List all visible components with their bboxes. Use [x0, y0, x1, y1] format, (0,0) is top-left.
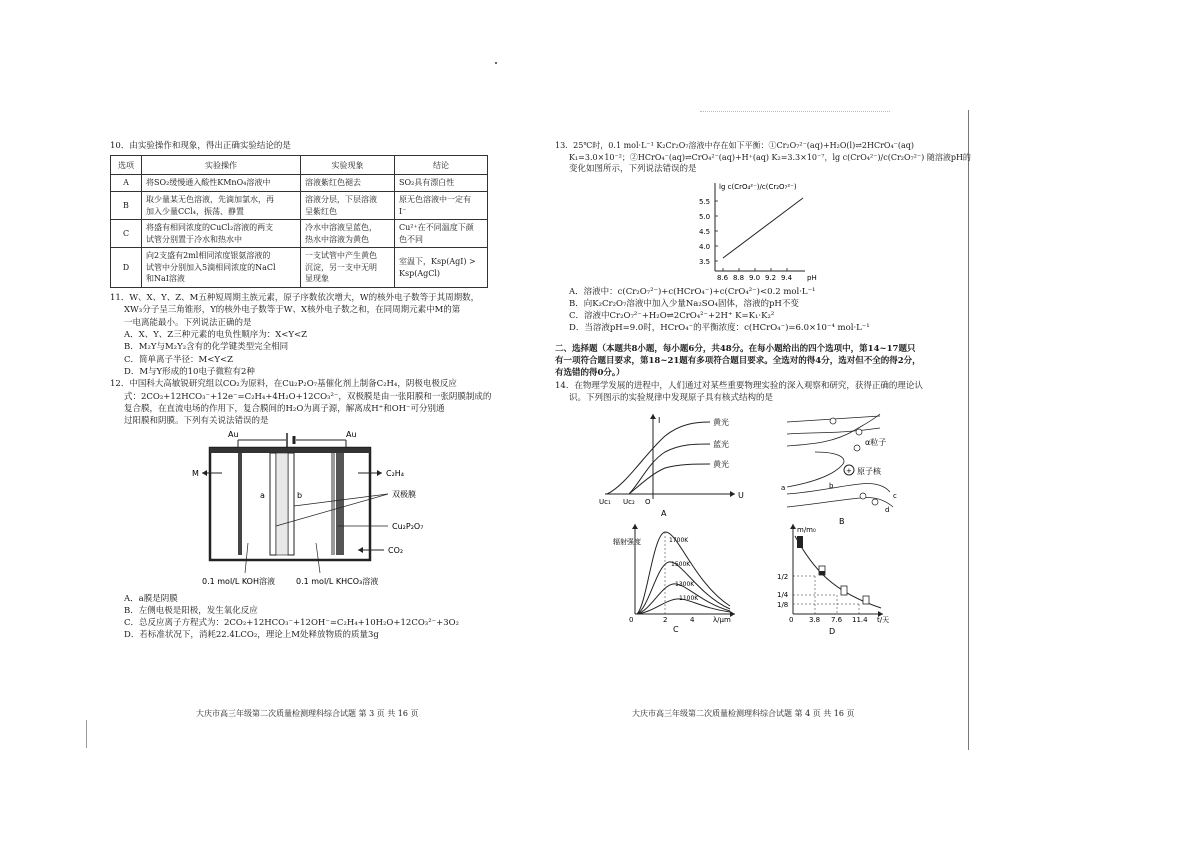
q13-line: 13．25℃时，0.1 mol·L⁻¹ K₂Cr₂O₇溶液中存在如下平衡：①Cr₂O₇²⁻(aq)+H₂O(l)⇌2HCrO₄⁻(aq): [555, 141, 915, 150]
section-line: 有选错的得0分。）: [555, 368, 625, 379]
label-time: t/天: [877, 616, 890, 625]
left-page: [110, 140, 530, 642]
arrow-head: [730, 491, 735, 497]
q14-line: 14．在物理学发展的进程中，人们通过对某些重要物理实验的深入观察和研究，获得正确的理论认: [555, 380, 923, 391]
row-b-operation: [142, 191, 301, 219]
q12-option-a: A．a膜是阴膜: [124, 593, 178, 604]
membrane-b: [288, 453, 294, 555]
label-c: c: [893, 492, 897, 501]
x-tick-label: 9.4: [781, 273, 793, 282]
dotted-line: [700, 111, 890, 112]
row-c-phenomenon: [301, 220, 395, 248]
section-2-heading: [555, 343, 955, 380]
figure-a-label: A: [661, 509, 667, 519]
y-tick-label: 5.5: [699, 197, 711, 206]
alpha-track: [787, 484, 890, 495]
tick-2: 2: [663, 616, 668, 625]
cell-line: 向2支盛有2ml相同浓度银氨溶液的: [146, 251, 271, 261]
electrolysis-diagram: [110, 428, 530, 593]
y-axis-label: lg c(CrO₄²⁻)/c(Cr₂O₇²⁻): [719, 182, 797, 191]
alpha-particle-icon: [830, 418, 836, 424]
q12-line: 过阳膜和阴膜。下列有关说法错误的是: [124, 416, 269, 427]
cell-line: 和NaI溶液: [146, 274, 185, 284]
q12-line: 复合膜，在直流电场的作用下，复合膜间的H₂O为离子源，解离成H⁺和OH⁻可分别通: [124, 403, 445, 414]
q12-option-c: C．总反应离子方程式为：2CO₂+12HCO₃⁻+12OH⁻=C₂H₄+10H₂O+12CO₃²⁻+3O₂: [124, 618, 460, 629]
row-c-option: C: [111, 220, 142, 248]
cell-line: 将盛有相同浓度的CuCl₂溶液的两支: [146, 223, 274, 233]
label-1100k: 1100K: [679, 595, 699, 603]
label-1300k: 1300K: [675, 581, 695, 589]
experiment-table: [110, 155, 488, 288]
section-line: 二、选择题（本题共8小题，每小题6分，共48分。在每小题给出的四个选项中，第14~17题只: [555, 343, 916, 354]
label-uc2: Uc₂: [623, 498, 635, 507]
cell-line: Ksp(AgCl): [399, 268, 441, 278]
x-tick-label: 8.8: [733, 273, 745, 282]
cell-line: SO₂具有漂白性: [399, 178, 455, 188]
table-row-a: [111, 175, 488, 192]
arrow-head: [358, 547, 363, 553]
q11-option-b: B．M₂Y与M₂Y₂含有的化学键类型完全相同: [124, 342, 289, 353]
cell-line: 溶液紫红色褪去: [305, 178, 361, 188]
cell-line: 原无色溶液中一定有: [399, 194, 471, 204]
label-uc1: Uc₁: [599, 498, 611, 507]
row-a-conclusion: [395, 175, 488, 192]
arrow-head: [202, 470, 207, 476]
q13-line: 变化如图所示，下列说法错误的是: [569, 164, 697, 175]
q11-option-c: C．简单离子半径：M<Y<Z: [124, 354, 233, 365]
label-1700k: 1700K: [669, 537, 689, 545]
cell-line: 取少量某无色溶液，先滴加氯水，再: [146, 194, 274, 204]
cell-line: 冷水中溶液呈蓝色，: [305, 223, 377, 233]
cell-line: 一支试管中产生黄色: [305, 251, 377, 261]
label-koh-solution: 0.1 mol/L KOH溶液: [202, 576, 275, 586]
membrane-a: [270, 453, 276, 555]
label-eighth: 1/8: [777, 601, 789, 610]
catalyst-layer: [331, 453, 335, 555]
right-page: [555, 140, 971, 635]
x-tick-label: 9.2: [765, 273, 777, 282]
x-axis-label: pH: [807, 273, 817, 282]
row-b-conclusion: [395, 191, 488, 219]
q13-option-d: D．当溶液pH=9.0时，HCrO₄⁻的平衡浓度：c(HCrO₄⁻)=6.0×10⁻⁴ mol·L⁻¹: [569, 323, 870, 334]
y-tick-label: 4.0: [699, 242, 711, 251]
label-yellow-2: 黄光: [713, 460, 729, 470]
label-m: M: [192, 468, 199, 478]
row-c-conclusion: [395, 220, 488, 248]
label-mass-ratio: m/m₀: [797, 526, 816, 535]
tick-3-8: 3.8: [809, 616, 821, 625]
arrow-head: [790, 524, 796, 529]
label-b: b: [297, 490, 303, 500]
scan-mark: [86, 720, 87, 748]
table-row-b: [111, 191, 488, 219]
leader-line: [316, 543, 320, 573]
label-wavelength: λ/μm: [713, 616, 731, 625]
label-c2h4: C₂H₄: [386, 468, 405, 478]
leader-line: [245, 543, 248, 573]
label-a: a: [781, 484, 786, 493]
label-khco3-solution: 0.1 mol/L KHCO₃溶液: [296, 576, 379, 586]
alpha-particle-icon: [872, 499, 878, 505]
question-14: [555, 380, 955, 405]
cell-line: 将SO₂缓慢通入酸性KMnO₄溶液中: [146, 178, 271, 188]
figure-b: [781, 414, 897, 526]
row-a-operation: [142, 175, 301, 192]
label-bipolar-membrane: 双极膜: [392, 489, 416, 499]
q12-line: 12．中国科大高敏锐研究组以CO₂为原料，在Cu₂P₂O₇基催化剂上制备C₂H₄，阴极电极反应: [110, 379, 457, 390]
row-d-phenomenon: [301, 248, 395, 288]
alpha-particle-icon: [860, 493, 866, 499]
q11-line: XW₃分子呈三角锥形，Y的核外电子数等于W、X核外电子数之和，在同周期元素中M的第: [124, 305, 461, 316]
label-d: d: [885, 506, 890, 515]
footer-left: 大庆市高三年级第二次质量检测理科综合试题 第 3 页 共 16 页: [196, 709, 419, 718]
label-origin: 0: [789, 616, 794, 625]
q11-line: 一电离能最小。下列说法正确的是: [124, 317, 252, 328]
q11-line: 11．W、X、Y、Z、M五种短周期主族元素，原子序数依次增大，W的核外电子数等于其周期数，: [110, 293, 480, 304]
label-a: a: [260, 490, 265, 500]
header-phenomenon: 实验现象: [301, 156, 395, 175]
tick-7-6: 7.6: [831, 616, 843, 625]
q14-figures: [555, 404, 955, 634]
q13-option-a: A．溶液中：c(Cr₂O₇²⁻)+c(HCrO₄⁻)+c(CrO₄²⁻)<0.2 mol·L⁻¹: [569, 286, 816, 297]
cell-line: 溶液分层，下层溶液: [305, 194, 377, 204]
left-electrode: [238, 453, 242, 555]
figure-d: [777, 524, 889, 634]
figure-d-label: D: [829, 627, 836, 635]
cell-lid: [210, 448, 370, 453]
row-d-operation: [142, 248, 301, 288]
label-blue: 蓝光: [713, 440, 729, 450]
cell-line: 加入少量CCl₄，振荡、静置: [146, 206, 245, 216]
label-nucleus: 原子核: [857, 467, 881, 477]
cell-line: I⁻: [399, 206, 407, 216]
q13-line: K₁=3.0×10⁻²；②HCrO₄⁻(aq)⇌CrO₄²⁻(aq)+H⁺(aq) K₂=3.3×10⁻⁷，lg c(CrO₄²⁻)/c(Cr₂O₇²⁻) 随溶液pH的: [569, 152, 971, 162]
label-alpha: α粒子: [865, 438, 887, 448]
row-a-phenomenon: [301, 175, 395, 192]
label-half: 1/2: [777, 573, 789, 582]
label-origin: 0: [629, 616, 634, 625]
tick-11-4: 11.4: [852, 616, 868, 625]
plus-glyph: +: [846, 467, 852, 476]
au-right-label: Au: [346, 429, 357, 439]
figure-c: [613, 524, 735, 634]
table-row-c: [111, 220, 488, 248]
label-quarter: 1/4: [777, 591, 789, 600]
label-i: I: [658, 416, 661, 426]
label-yellow-1: 黄光: [713, 418, 729, 428]
row-b-phenomenon: [301, 191, 395, 219]
label-co2: CO₂: [388, 545, 404, 555]
page-fold-line: [968, 110, 969, 750]
sample-icon: [797, 536, 803, 548]
row-c-operation: [142, 220, 301, 248]
table-row-d: [111, 248, 488, 288]
cell-line: 色不同: [399, 234, 423, 244]
cell-line: 热水中溶液为黄色: [305, 234, 369, 244]
ph-chart: [555, 176, 955, 286]
footer-right: 大庆市高三年级第二次质量检测理科综合试题 第 4 页 共 16 页: [632, 709, 855, 718]
header-conclusion: 结论: [395, 156, 488, 175]
q14-line: 识。下列图示的实验规律中发现原子具有核式结构的是: [569, 393, 774, 403]
cell-line: 试管分别置于冷水和热水中: [146, 234, 242, 244]
tick-4: 4: [690, 616, 695, 625]
curve-yellow-weak: [629, 464, 710, 494]
cell-line: 试管中分别加入5滴相同浓度的NaCl: [146, 262, 276, 272]
q12-option-d: D．若标准状况下，消耗22.4LCO₂，理论上M处释放物质的质量3g: [124, 630, 379, 641]
q12-options: [110, 593, 530, 642]
label-origin: O: [645, 498, 651, 507]
right-electrode: [336, 453, 344, 555]
q11-option-d: D．M与Y形成的10电子微粒有2种: [124, 366, 255, 377]
label-b: b: [829, 482, 834, 491]
question-12: [110, 378, 530, 427]
y-tick-label: 3.5: [699, 257, 711, 266]
cell-line: 呈紫红色: [305, 206, 337, 216]
row-a-option: A: [111, 175, 142, 192]
alpha-particle-icon: [856, 429, 862, 435]
figure-c-label: C: [673, 625, 679, 635]
cell-line: Cu²⁺在不同温度下颜: [399, 223, 474, 233]
au-left-label: Au: [228, 429, 239, 439]
alpha-track-reflected: [787, 452, 844, 487]
curve-blue: [629, 444, 710, 494]
alpha-track: [787, 428, 880, 434]
label-intensity: 辐射强度: [613, 538, 641, 547]
q12-line: 式：2CO₂+12HCO₃⁻+12e⁻=C₂H₄+4H₂O+12CO₃²⁻，双极膜是由一张阳膜和一张阴膜制成的: [124, 391, 492, 402]
row-d-option: D: [111, 248, 142, 288]
label-u: U: [738, 491, 744, 501]
scan-speck: [495, 62, 497, 64]
label-1500k: 1500K: [671, 561, 691, 569]
question-11: [110, 292, 530, 378]
row-b-option: B: [111, 191, 142, 219]
q13-options: [555, 286, 955, 335]
sample-fill: [819, 571, 825, 575]
y-tick-label: 5.0: [699, 212, 711, 221]
figure-b-label: B: [839, 517, 845, 527]
header-operation: 实验操作: [142, 156, 301, 175]
y-tick-label: 4.5: [699, 227, 711, 236]
cell-line: 室温下，Ksp(AgI) >: [399, 257, 476, 267]
cell-line: 沉淀，另一支中无明: [305, 262, 377, 272]
curve-yellow-strong: [607, 422, 710, 494]
arrow-head: [650, 414, 656, 419]
lg-ratio-line: [723, 198, 803, 258]
section-line: 有一项符合题目要求，第18~21题有多项符合题目要求。全选对的得4分，选对但不全的得2分，: [555, 356, 921, 367]
arrow-head: [377, 470, 382, 476]
sample-icon: [841, 586, 847, 595]
x-tick-label: 9.0: [749, 273, 761, 282]
q12-option-b: B．左侧电极是阳极，发生氧化反应: [124, 605, 258, 616]
sample-icon: [863, 596, 869, 604]
label-catalyst: Cu₂P₂O₇: [392, 521, 424, 531]
alpha-particle-icon: [854, 445, 860, 451]
row-d-conclusion: [395, 248, 488, 288]
x-tick-label: 8.6: [717, 273, 729, 282]
q13-option-c: C．溶液中Cr₂O₇²⁻+H₂O⇌2CrO₄²⁻+2H⁺ K=K₁·K₂²: [569, 311, 775, 322]
header-option: 选项: [111, 156, 142, 175]
q13-option-b: B．向K₂Cr₂O₇溶液中加入少量Na₂SO₄固体，溶液的pH不变: [569, 298, 799, 309]
cell-line: 显现象: [305, 274, 329, 284]
arrow-head: [632, 524, 638, 529]
figure-a: [599, 414, 744, 518]
q11-option-a: A．X、Y、Z三种元素的电负性顺序为：X<Y<Z: [124, 330, 308, 340]
q10-stem: 10．由实验操作和现象，得出正确实验结论的是: [110, 141, 291, 151]
table-header-row: [111, 156, 488, 175]
question-13: [555, 140, 971, 176]
bipolar-gap: [276, 453, 288, 555]
